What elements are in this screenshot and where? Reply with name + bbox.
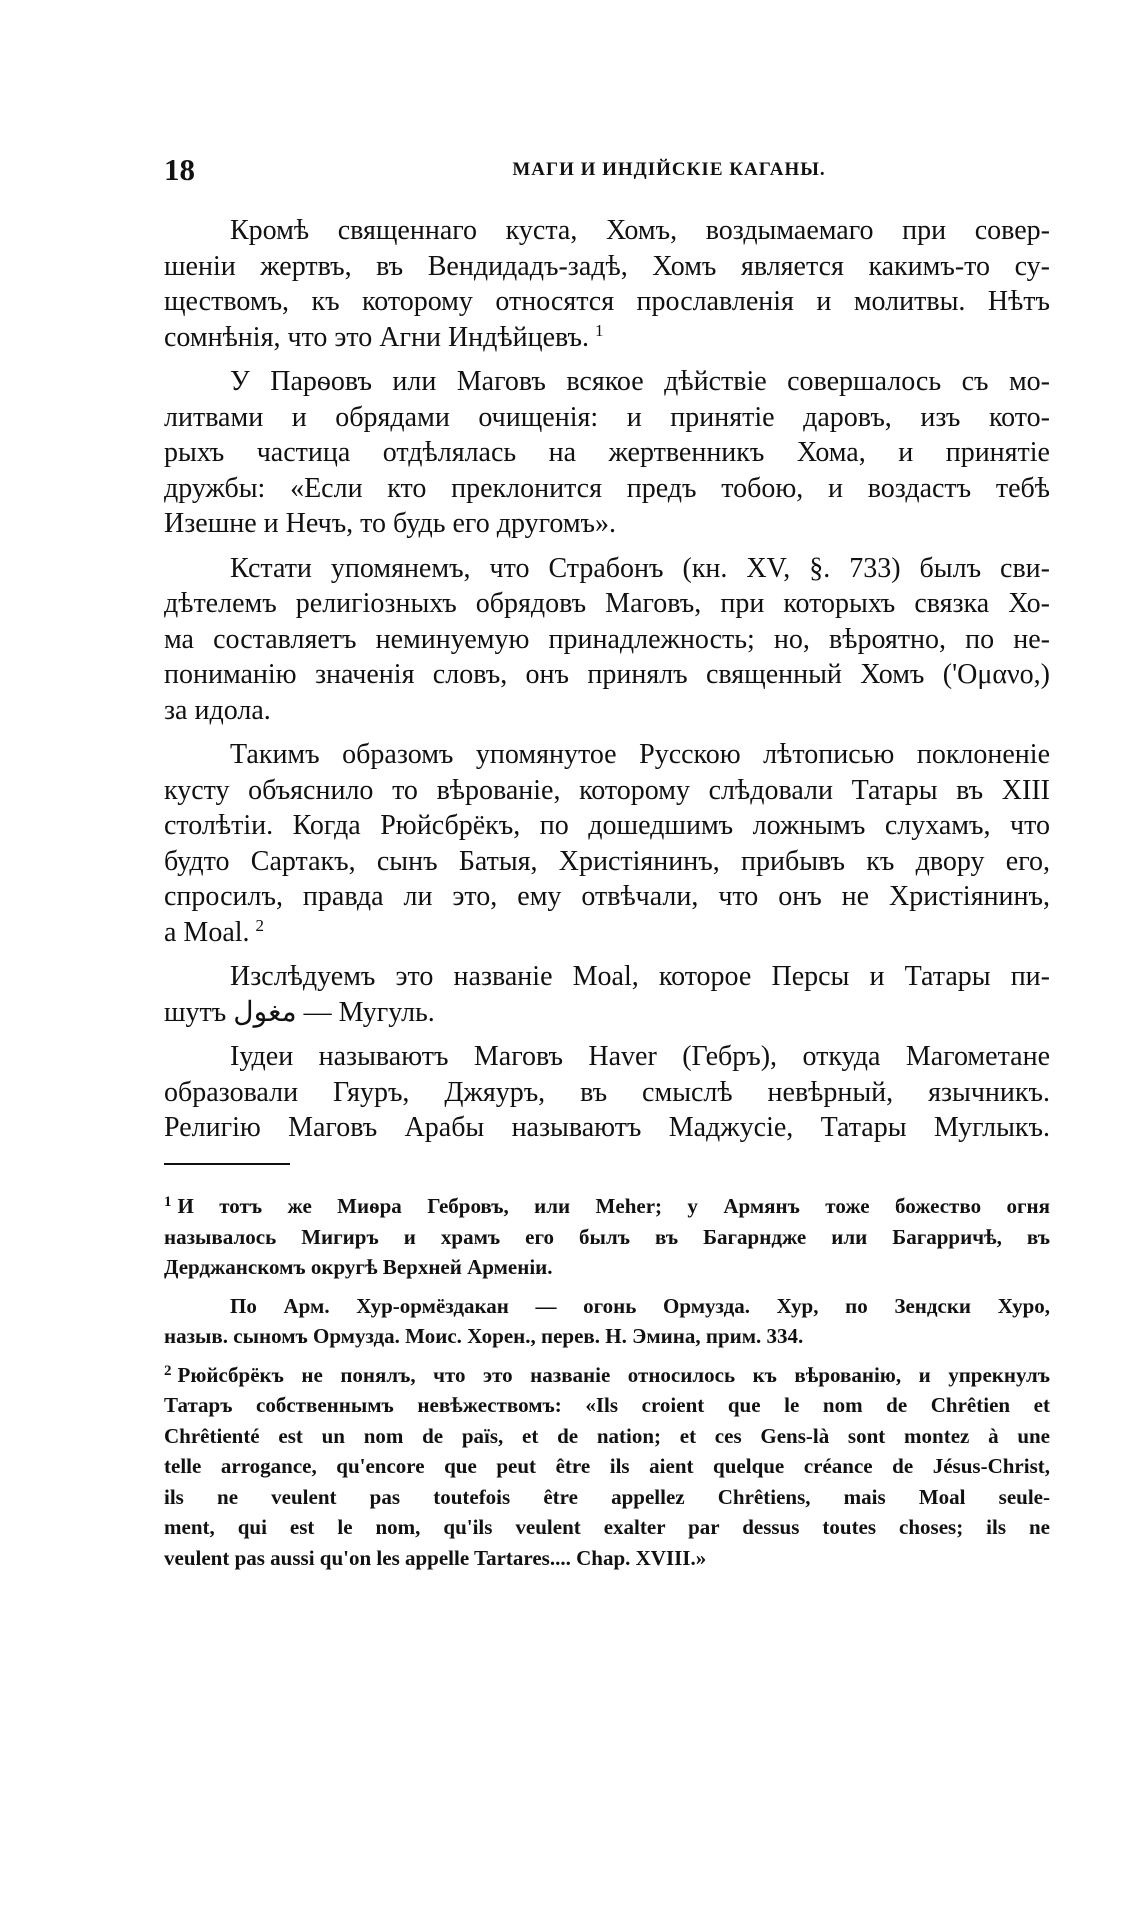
page-header — [164, 152, 1064, 192]
text-line: Кромѣ священнаго куста, Хомъ, воздымаемаго при совер- — [230, 215, 1050, 246]
text-line: Іудеи называютъ Маговъ Haver (Гебръ), откуда Магометане — [230, 1041, 1050, 1072]
footnote-line: Татаръ собственнымъ невѣжествомъ: «Ils croient que le nom de Chrêtien et — [164, 1393, 1050, 1417]
text-line: спросилъ, правда ли это, ему отвѣчали, что онъ не Христіянинъ, — [164, 881, 1050, 912]
text-line: столѣтіи. Когда Рюйсбрёкъ, по дошедшимъ ложнымъ слухамъ, что — [164, 810, 1050, 841]
footnote-line — [164, 1191, 1050, 1222]
text-line: ма составляетъ неминуемую принадлежность; но, вѣроятно, по не- — [164, 623, 1050, 655]
footnote-mark: 2 — [164, 1362, 172, 1379]
footnote-reference: 1 — [595, 320, 604, 340]
text-line: шутъ مغول — Мугуль. — [164, 996, 435, 1028]
text-line-content: а Moal. — [164, 916, 250, 948]
footnote-line: Дерджанскомъ округѣ Верхней Арменіи. — [164, 1255, 553, 1279]
footnote-line: veulent pas aussi qu'on les appelle Tartares.... Chap. XVIII.» — [164, 1545, 707, 1570]
text-line: рыхъ частица отдѣлялась на жертвенникъ Хома, и принятіе — [164, 437, 1050, 468]
text-line: Такимъ образомъ упомянутое Русскою лѣтописью поклоненіе — [230, 739, 1050, 770]
footnote-line: ment, qui est le nom, qu'ils veulent exalter par dessus toutes choses; ils ne — [164, 1515, 1050, 1539]
footnote-line: По Арм. Хур-ормёздакан — огонь Ормузда. Хур, по Зендски Хуро, — [230, 1293, 1050, 1318]
footnote-line: ils ne veulent pas toutefois être appellez Chrêtiens, mais Moal seule- — [164, 1484, 1050, 1509]
paragraph — [164, 737, 1050, 950]
footnote — [164, 1360, 1050, 1574]
text-line: литвами и обрядами очищенія: и принятіе даровъ, изъ кото- — [164, 401, 1050, 433]
text-line — [164, 320, 1050, 356]
paragraph — [164, 551, 1050, 729]
paragraph — [164, 213, 1050, 355]
paragraph — [164, 959, 1050, 1030]
paragraph — [164, 1039, 1050, 1146]
text-line: ществомъ, къ которому относятся прославленія и молитвы. Нѣтъ — [164, 286, 1050, 317]
page-number: 18 — [164, 152, 195, 187]
footnote-mark: 1 — [164, 1194, 172, 1210]
text-line: У Парѳовъ или Маговъ всякое дѣйствіе совершалось съ мо- — [230, 366, 1050, 397]
footnote — [164, 1191, 1050, 1283]
text-line: за идола. — [164, 694, 271, 726]
text-line: Изслѣдуемъ это названіе Moal, которое Персы и Татары пи- — [230, 961, 1050, 992]
footnote-line: называлось Мигиръ и храмъ его былъ въ Багарндже или Багарричѣ, въ — [164, 1224, 1050, 1249]
text-line: будто Сартакъ, сынъ Батыя, Христіянинъ, прибывъ къ двору его, — [164, 845, 1050, 877]
main-text — [164, 213, 1050, 1155]
footnote-line — [164, 1360, 1050, 1391]
text-line-content: сомнѣнія, что это Агни Индѣйцевъ. — [164, 321, 590, 353]
text-line: образовали Гяуръ, Джяуръ, въ смыслѣ невѣрный, язычникъ. — [164, 1076, 1050, 1108]
footnote-line: назыв. сыномъ Ормузда. Моис. Хорен., перев. Н. Эмина, прим. 334. — [164, 1324, 804, 1348]
text-line: Кстати упомянемъ, что Страбонъ (кн. XV, §. 733) былъ сви- — [230, 552, 1050, 584]
footnote-line: telle arrogance, qu'encore que peut être ils aient quelque créance de Jésus-Christ, — [164, 1454, 1050, 1478]
footnote-reference: 2 — [255, 915, 265, 935]
text-line: Изешне и Нечъ, то будь его другомъ». — [164, 508, 617, 539]
footnote-continuation — [164, 1291, 1050, 1352]
text-line — [164, 915, 1050, 951]
text-line: кусту объяснило то вѣрованіе, которому слѣдовали Татары въ XIII — [164, 774, 1050, 806]
text-line: дружбы: «Если кто преклонится предъ тобою, и воздастъ тебѣ — [164, 472, 1050, 504]
footnote-line-content: Рюйсбрёкъ не понялъ, что это названіе относилось къ вѣрованію, и упрекнулъ — [177, 1362, 1050, 1387]
footnote-line-content: И тотъ же Миѳра Гебровъ, или Meher; у Армянъ тоже божество огня — [177, 1194, 1050, 1218]
footnote-line: Chrêtienté est un nom de païs, et de nation; et ces Gens-là sont montez à une — [164, 1423, 1050, 1448]
text-line: шеніи жертвъ, въ Вендидадъ-задѣ, Хомъ является какимъ-то су- — [164, 250, 1050, 282]
footnotes — [164, 1191, 1050, 1581]
running-title: МАГИ И ИНДІЙСКІЕ КАГАНЫ. — [512, 159, 826, 180]
text-line: Религію Маговъ Арабы называютъ Маджусіе, Татары Муглыкъ. — [164, 1112, 1050, 1143]
text-line: дѣтелемъ религіозныхъ обрядовъ Маговъ, при которыхъ связка Хо- — [164, 588, 1050, 619]
text-line: пониманію значенія словъ, онъ принялъ священный Хомъ ('Ομανο,) — [164, 659, 1050, 690]
footnote-separator — [164, 1163, 290, 1165]
paragraph — [164, 364, 1050, 542]
